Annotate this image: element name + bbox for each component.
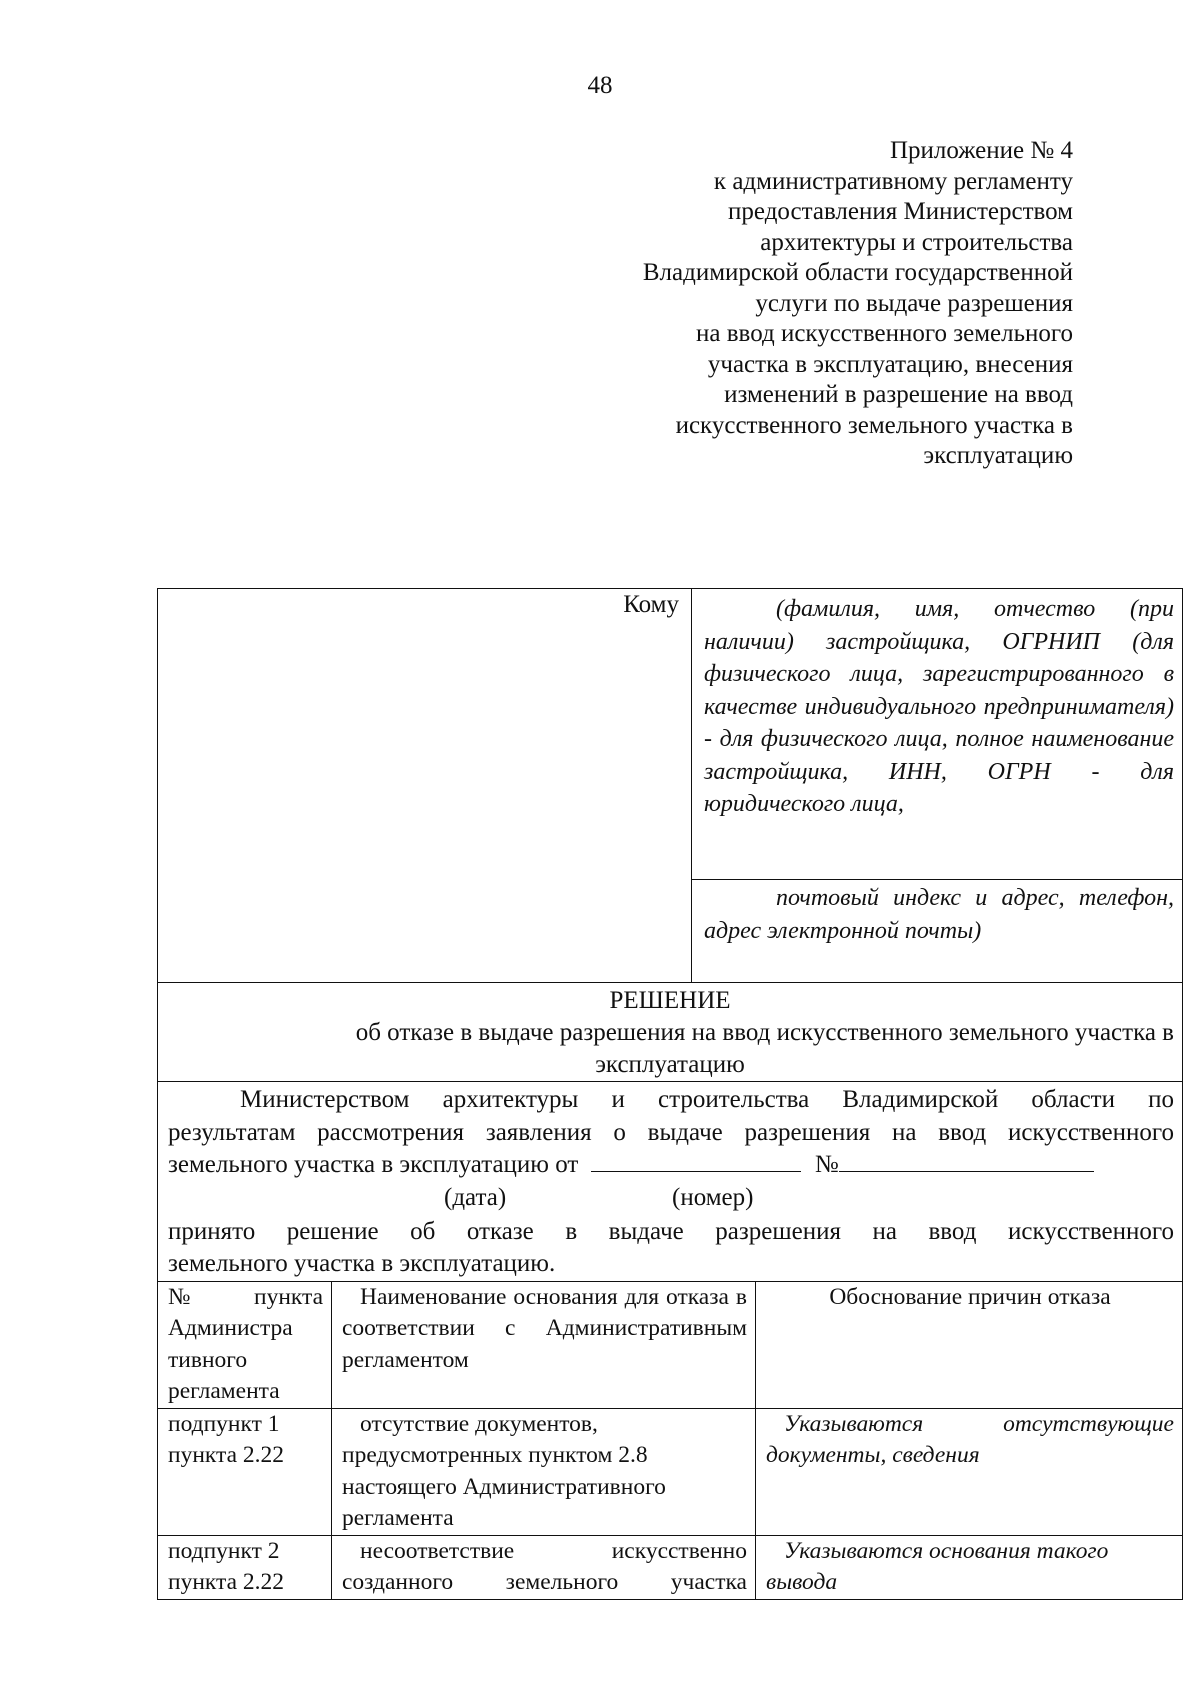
decision-text — [158, 1082, 1182, 1281]
decision-body-prefix: земельного участка в эксплуатацию от — [168, 1151, 579, 1178]
addressee-block — [158, 589, 1182, 983]
number-input-line[interactable] — [839, 1149, 1094, 1172]
appendix-line: изменений в разрешение на ввод — [724, 381, 1073, 408]
appendix-line: участка в эксплуатацию, внесения — [707, 350, 1073, 378]
row-item-line: пункта 2.22 — [168, 1442, 284, 1468]
date-caption: (дата) — [444, 1183, 507, 1211]
header-justification: Обоснование причин отказа — [756, 1281, 1183, 1408]
row-basis: отсутствие документов, предусмотренных пунктом 2.8 настоящего Административного регламента — [332, 1408, 756, 1535]
appendix-line: искусственного земельного участка в — [675, 411, 1073, 439]
number-sign: № — [814, 1151, 839, 1178]
addressee-address-hint: почтовый индекс и адрес, телефон, адрес электронной почты) — [704, 885, 1174, 944]
row-basis: несоответствие искусственно созданного земельного участка — [332, 1535, 756, 1599]
page-number: 48 — [587, 72, 613, 99]
row-item-line: подпункт 2 — [168, 1537, 280, 1564]
appendix-line: на ввод искусственного земельного — [696, 320, 1073, 347]
decision-body-line: принято решение об отказе в выдаче разрешения на ввод искусственного — [168, 1217, 1174, 1245]
row-item-number — [158, 1408, 332, 1535]
header-basis: Наименование основания для отказа в соответствии с Административным регламентом — [332, 1281, 756, 1408]
header-item-number — [158, 1281, 332, 1408]
appendix-line: эксплуатацию — [923, 442, 1073, 469]
decision-subtitle-line: эксплуатацию — [595, 1051, 745, 1078]
table-header-row — [158, 1281, 1182, 1408]
field-captions — [168, 1182, 1174, 1216]
to-label-cell — [158, 589, 692, 982]
to-label: Кому — [623, 591, 679, 618]
decision-title: РЕШЕНИЕ — [609, 987, 731, 1014]
appendix-line: услуги по выдаче разрешения — [755, 289, 1073, 317]
refusal-reasons-table — [158, 1281, 1182, 1599]
decision-heading — [158, 983, 1182, 1082]
decision-body-line: земельного участка в эксплуатацию. — [168, 1250, 556, 1277]
decision-form — [157, 588, 1183, 1600]
date-input-line[interactable] — [591, 1149, 801, 1172]
header-item-line: № пункта — [168, 1283, 323, 1310]
row-item-line: подпункт 1 — [168, 1410, 280, 1437]
addressee-address-field[interactable] — [692, 880, 1182, 982]
addressee-name-field[interactable] — [692, 589, 1182, 880]
appendix-line: Приложение № 4 — [889, 137, 1073, 164]
number-caption: (номер) — [672, 1183, 754, 1211]
table-row — [158, 1535, 1182, 1599]
row-item-number — [158, 1535, 332, 1599]
appendix-line: архитектуры и строительства — [760, 228, 1073, 256]
decision-body-line: результатам рассмотрения заявления о выдаче разрешения на ввод искусственного — [168, 1118, 1174, 1146]
appendix-line: к административному регламенту — [713, 167, 1073, 195]
addressee-fields — [692, 589, 1182, 982]
header-item-line: тивного — [168, 1346, 248, 1373]
decision-body-line — [168, 1149, 1174, 1182]
row-item-line: пункта 2.22 — [168, 1569, 284, 1595]
appendix-header — [513, 136, 1073, 472]
row-justification: Указываются отсутствующие документы, сведения — [756, 1408, 1183, 1535]
appendix-line: предоставления Министерством — [728, 198, 1073, 225]
row-justification: Указываются основания такого вывода — [756, 1535, 1183, 1599]
addressee-name-hint: (фамилия, имя, отчество (при наличии) застройщика, ОГРНИП (для физического лица, зарегистрированного в качестве индивидуального предпринимателя) - для физического лица, полное наименование застройщика, ИНН, ОГРН - для юридического лица, — [704, 596, 1174, 817]
table-row — [158, 1408, 1182, 1535]
header-item-line: Администра — [168, 1315, 293, 1341]
decision-body-line: Министерством архитектуры и строительства Владимирской области по — [240, 1086, 1174, 1113]
header-item-line: регламента — [168, 1378, 280, 1404]
appendix-line: Владимирской области государственной — [642, 259, 1073, 286]
decision-subtitle-line: об отказе в выдаче разрешения на ввод искусственного земельного участка в — [355, 1019, 1174, 1046]
